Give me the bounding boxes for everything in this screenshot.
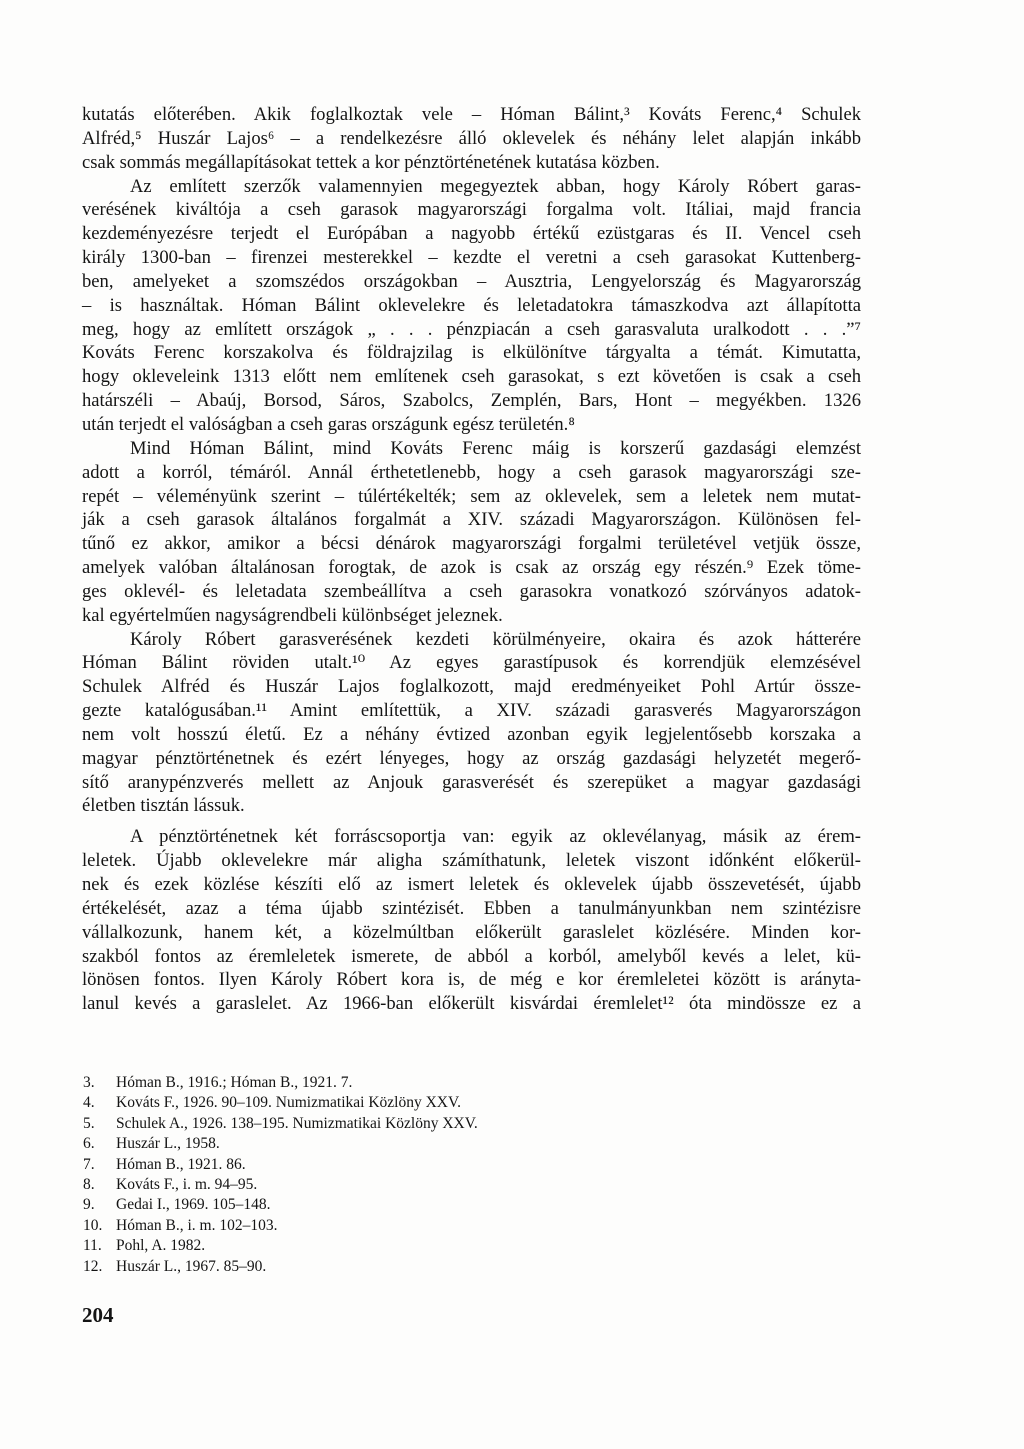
footnote-number: 11. <box>83 1237 102 1255</box>
footnote <box>82 1236 602 1256</box>
text-line: határszéli – Abaúj, Borsod, Sáros, Szabolcs, Zemplén, Bars, Hont – megyékben. 1326 <box>82 390 861 412</box>
paragraph <box>82 628 861 819</box>
footnote <box>82 1093 602 1113</box>
text-line: kezdeményezésre terjedt el Európában a nagyobb értékű ezüstgaras és II. Vencel cseh <box>82 223 861 245</box>
text-line: gezte katalógusában.¹¹ Amint említettük, a XIV. századi garasverés Magyarországon <box>82 700 861 722</box>
footnote-text: Kováts F., i. m. 94–95. <box>116 1176 258 1194</box>
text-line: – is használtak. Hóman Bálint oklevelekre és leletadatokra támaszkodva azt állapította <box>82 294 861 316</box>
footnote <box>82 1114 602 1134</box>
text-line: vállalkozunk, hanem két, a közelmúltban előkerült garaslelet közlésére. Minden kor- <box>82 921 861 943</box>
text-line: Kováts Ferenc korszakolva és földrajzilag is elkülönítve tárgyalta a témát. Kimutatta, <box>82 342 861 364</box>
text-line: sítő aranypénzverés mellett az Anjouk garasverését és szerepüket a magyar gazdasági <box>82 771 861 793</box>
footnote-text: Hóman B., 1921. 86. <box>116 1155 246 1173</box>
text-line: magyar pénztörténetnek és ezért lényeges, hogy az ország gazdasági helyzetét megerő- <box>82 747 861 769</box>
text-line: leletek. Újabb oklevelekre már aligha számíthatunk, leletek viszont időnként előkerül- <box>82 850 861 872</box>
footnote-number: 7. <box>83 1155 95 1173</box>
footnote-number: 6. <box>83 1135 95 1153</box>
footnote-text: Kováts F., 1926. 90–109. Numizmatikai Közlöny XXV. <box>116 1094 462 1112</box>
footnote <box>82 1257 602 1277</box>
text-line: szakból fontos az éremleletek ismerete, de abból a korból, amelyből kevés a lelet, kü- <box>82 945 861 967</box>
footnote-number: 12. <box>83 1257 103 1275</box>
text-line: király 1300-ban – firenzei mesterekkel – kezdte el veretni a cseh garasokat Kuttenberg- <box>82 247 861 269</box>
text-line: nek és ezek közlése készíti elő az ismert leletek és oklevelek újabb összevetését, újabb <box>82 874 861 895</box>
text-line: csak sommás megállapításokat tettek a kor pénztörténetének kutatása közben. <box>82 151 660 173</box>
paragraph <box>82 103 861 175</box>
text-line: meg, hogy az említett országok „ . . . pénzpiacán a cseh garasvaluta uralkodott . . .”⁷ <box>82 318 861 340</box>
footnote-number: 3. <box>83 1074 95 1091</box>
text-line: amelyek valóban általánosan forogtak, de azok is csak az ország egy részén.⁹ Ezek töme- <box>82 557 861 579</box>
text-line: Hóman Bálint röviden utalt.¹⁰ Az egyes garastípusok és korrendjük elemzésével <box>82 652 861 674</box>
footnote-number: 9. <box>83 1196 95 1214</box>
text-line: Alfréd,⁵ Huszár Lajos⁶ – a rendelkezésre álló oklevelek és néhány lelet alapján inkább <box>82 127 861 149</box>
paragraph <box>82 175 861 437</box>
page-number: 204 <box>82 1303 114 1327</box>
footnote <box>82 1155 602 1175</box>
text-line: A pénztörténetnek két forráscsoportja van: egyik az oklevélanyag, másik az érem- <box>130 826 861 848</box>
paragraph <box>82 437 861 628</box>
text-line: verésének kiváltója a cseh garasok magyarországi forgalma volt. Itáliai, majd francia <box>82 199 861 221</box>
text-line: ges oklevél- és leletadata szembeállítva a cseh garasokra vonatkozó szórványos adatok- <box>82 580 861 602</box>
footnote-text: Pohl, A. 1982. <box>116 1237 206 1255</box>
text-line: után terjedt el valóságban a cseh garas országunk egész területén.⁸ <box>82 413 575 435</box>
text-line: tűnő ez akkor, amikor a bécsi dénárok magyarországi forgalmi területével vetjük össze, <box>82 533 861 555</box>
text-line: Schulek Alfréd és Huszár Lajos foglalkozott, majd eredményeiket Pohl Artúr össze- <box>82 676 861 698</box>
text-line: lanul kevés a garaslelet. Az 1966-ban előkerült kisvárdai éremlelet¹² óta mindössze ez a <box>82 993 861 1015</box>
footnote-text: Gedai I., 1969. 105–148. <box>116 1196 271 1214</box>
footnote-number: 5. <box>83 1114 95 1132</box>
paragraph-spacer <box>82 818 861 825</box>
text-line: Az említett szerzők valamennyien megegyeztek abban, hogy Károly Róbert garas- <box>130 175 861 197</box>
footnote <box>82 1216 602 1236</box>
text-line: adott a korról, témáról. Annál érthetetlenebb, hogy a cseh garasok magyarországi sze- <box>82 461 861 483</box>
footnote <box>82 1134 602 1154</box>
footnotes <box>82 1073 602 1277</box>
body-text <box>82 103 861 1016</box>
footnote-number: 10. <box>83 1216 103 1234</box>
text-line: Mind Hóman Bálint, mind Kováts Ferenc máig is korszerű gazdasági elemzést <box>130 437 861 459</box>
text-line: életben tisztán lássuk. <box>82 795 245 817</box>
text-line: kutatás előterében. Akik foglalkoztak vele – Hóman Bálint,³ Kováts Ferenc,⁴ Schulek <box>82 104 861 125</box>
footnote-text: Huszár L., 1958. <box>116 1135 220 1153</box>
footnote <box>82 1175 602 1195</box>
footnote-number: 4. <box>83 1094 95 1112</box>
text-line: értékelését, azaz a téma újabb szintézisét. Ebben a tanulmányunkban nem szintézisre <box>82 897 861 919</box>
text-line: lönösen fontos. Ilyen Károly Róbert kora is, de még e kor éremleletei között is arányta- <box>82 969 861 991</box>
text-line: repét – véleményünk szerint – túlértékelték; sem az oklevelek, sem a leletek nem mutat- <box>82 485 861 507</box>
footnote-text: Schulek A., 1926. 138–195. Numizmatikai Közlöny XXV. <box>116 1114 478 1132</box>
text-line: hogy okleveleink 1313 előtt nem említenek cseh garasokat, s ezt követően is csak a cseh <box>82 366 861 388</box>
text-line: kal egyértelműen nagyságrendbeli különbséget jeleznek. <box>82 604 503 626</box>
footnote <box>82 1195 602 1215</box>
text-line: ben, amelyeket a szomszédos országokban – Ausztria, Lengyelország és Magyarország <box>82 270 861 292</box>
text-line: Károly Róbert garasverésének kezdeti körülményeire, okaira és azok hátterére <box>130 628 861 650</box>
footnote-text: Hóman B., i. m. 102–103. <box>116 1216 278 1234</box>
paragraph <box>82 825 861 1016</box>
text-line: ják a cseh garasok általános forgalmát a XIV. századi Magyarországon. Különösen fel- <box>82 509 861 531</box>
footnote-text: Hóman B., 1916.; Hóman B., 1921. 7. <box>116 1074 353 1091</box>
text-line: nem volt hosszú életű. Ez a néhány évtized azonban egyik legjelentősebb korszaka a <box>82 723 861 745</box>
footnote-text: Huszár L., 1967. 85–90. <box>116 1257 267 1275</box>
footnote-number: 8. <box>83 1176 95 1194</box>
footnote <box>82 1073 602 1093</box>
